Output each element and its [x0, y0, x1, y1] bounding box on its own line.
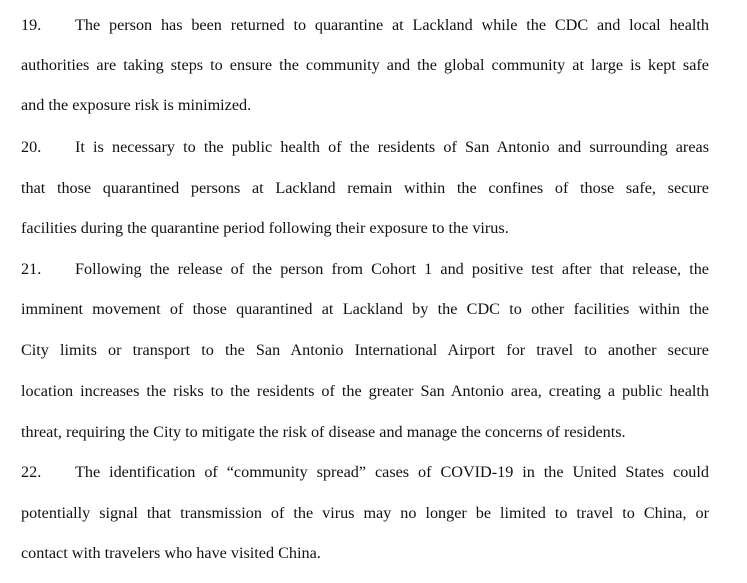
paragraph-19-text-3: and the exposure risk is minimized. [21, 96, 252, 114]
paragraph-19-line-1 [21, 15, 709, 35]
paragraph-21-text-2: imminent movement of those quarantined at Lackland by the CDC to other facilities within the [21, 300, 709, 318]
paragraph-20-text-1: It is necessary to the public health of the residents of San Antonio and surrounding areas [75, 138, 709, 156]
paragraph-21-line-1 [21, 259, 709, 279]
paragraph-22-text-3: contact with travelers who have visited China. [21, 544, 321, 562]
paragraph-19-line-3 [21, 95, 709, 115]
paragraph-21-text-1: Following the release of the person from Cohort 1 and positive test after that release, the [75, 260, 709, 278]
paragraph-22-text-1: The identification of “community spread” cases of COVID-19 in the United States could [75, 463, 709, 481]
paragraph-19-text-1: The person has been returned to quarantine at Lackland while the CDC and local health [75, 16, 709, 34]
paragraph-22-line-2 [21, 503, 709, 523]
paragraph-22-line-1 [21, 462, 709, 482]
paragraph-20-line-1 [21, 137, 709, 157]
paragraph-21-number: 21. [21, 260, 42, 278]
paragraph-20-line-2 [21, 178, 709, 198]
paragraph-22-line-3 [21, 543, 709, 563]
paragraph-21-text-4: location increases the risks to the residents of the greater San Antonio area, creating a public health [21, 382, 709, 400]
paragraph-21-line-2 [21, 299, 709, 319]
paragraph-22-number: 22. [21, 463, 42, 481]
paragraph-21-line-5 [21, 422, 709, 442]
paragraph-21-text-3: City limits or transport to the San Antonio International Airport for travel to another secure [21, 341, 709, 359]
paragraph-19-number: 19. [21, 16, 42, 34]
paragraph-20-number: 20. [21, 138, 42, 156]
paragraph-21-text-5: threat, requiring the City to mitigate the risk of disease and manage the concerns of residents. [21, 423, 626, 441]
paragraph-21-line-3 [21, 340, 709, 360]
paragraph-19-text-2: authorities are taking steps to ensure the community and the global community at large is kept safe [21, 56, 709, 74]
paragraph-19-line-2 [21, 55, 709, 75]
paragraph-21-line-4 [21, 381, 709, 401]
paragraph-20-line-3 [21, 218, 709, 238]
paragraph-20-text-3: facilities during the quarantine period following their exposure to the virus. [21, 219, 509, 237]
paragraph-22-text-2: potentially signal that transmission of the virus may no longer be limited to travel to China, or [21, 504, 709, 522]
paragraph-20-text-2: that those quarantined persons at Lackland remain within the confines of those safe, secure [21, 179, 709, 197]
